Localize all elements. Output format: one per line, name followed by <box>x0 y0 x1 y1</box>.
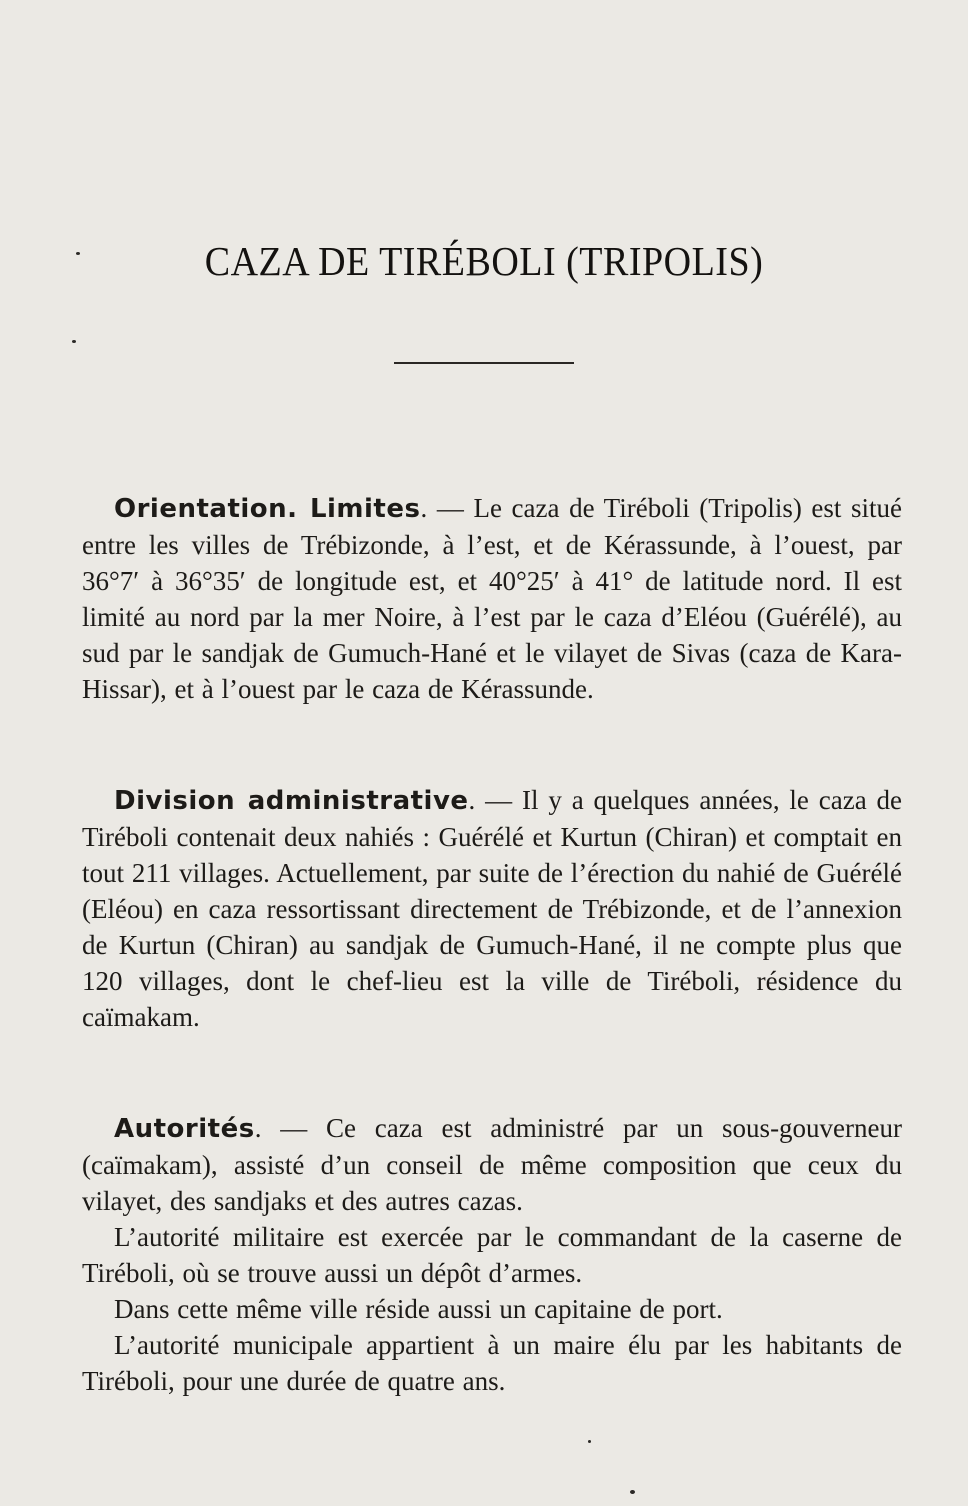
page-title: CAZA DE TIRÉBOLI (TRIPOLIS) <box>204 239 764 285</box>
section-autorites-text: Autorités. — Ce caza est administré par un sous-gouverneur (caïmakam), assisté d’un conseil de même composition que ceux du vilayet, des sandjaks et des autres cazas. <box>82 1113 903 1216</box>
paragraph: Le caza de Tiréboli (Tripolis) est situé entre les villes de Trébizonde, à l’est, et de Kérassunde, à l’ouest, par 36°7′ à 36°35′ de longitude est, et 40°25′ à 41° de latitude nord. Il est limité au nord par la mer Noire, à l’est par le caza d’Eléou (Guérélé), au sud par le sandjak de Gumuch-Hané et le vilayet de Sivas (caza de Kara-Hissar), et à l’ouest par le caza de Kérassunde. <box>82 493 903 704</box>
paragraph: Ce caza est administré par un sous-gouverneur (caïmakam), assisté d’un conseil de même composition que ceux du vilayet, des sandjaks et des autres cazas. <box>82 1113 903 1216</box>
separator: — <box>485 785 513 815</box>
paragraph: Il y a quelques années, le caza de Tiréboli contenait deux nahiés : Guérélé et Kurtun (Chiran) et comptait en tout 211 villages. Actuellement, par suite de l’érection du nahié de Guérélé (Eléou) en caza ressortissant directement de Trébizonde, et de l’annexion de Kurtun (Chiran) au sandjak de Gumuch-Hané, il ne compte plus que 120 villages, dont le chef-lieu est la ville de Tiréboli, résidence du caïmakam. <box>82 785 903 1032</box>
print-speck <box>588 1440 591 1443</box>
section-heading: Division administrative <box>114 786 469 816</box>
section-division <box>82 782 902 1035</box>
separator: — <box>280 1113 308 1143</box>
paragraph: L’autorité municipale appartient à un maire élu par les habitants de Tiréboli, pour une durée de quatre ans. <box>82 1330 902 1396</box>
section-orientation <box>82 490 902 707</box>
paragraph: Dans cette même ville réside aussi un capitaine de port. <box>114 1294 723 1324</box>
section-orientation-text: Orientation. Limites. — Le caza de Tiréboli (Tripolis) est situé entre les villes de Trébizonde, à l’est, et de Kérassunde, à l’ouest, par 36°7′ à 36°35′ de longitude est, et 40°25′ à 41° de latitude nord. Il est limité au nord par la mer Noire, à l’est par le caza d’Eléou (Guérélé), au sud par le sandjak de Gumuch-Hané et le vilayet de Sivas (caza de Kara-Hissar), et à l’ouest par le caza de Kérassunde. <box>82 493 903 704</box>
paragraph: L’autorité militaire est exercée par le commandant de la caserne de Tiréboli, où se trouve aussi un dépôt d’armes. <box>82 1222 902 1288</box>
title-underline <box>394 362 574 364</box>
section-autorites <box>82 1110 902 1399</box>
print-speck <box>630 1490 635 1494</box>
section-division-text: Division administrative. — Il y a quelques années, le caza de Tiréboli contenait deux nahiés : Guérélé et Kurtun (Chiran) et comptait en tout 211 villages. Actuellement, par suite de l’érection du nahié de Guérélé (Eléou) en caza ressortissant directement de Trébizonde, et de l’annexion de Kurtun (Chiran) au sandjak de Gumuch-Hané, il ne compte plus que 120 villages, dont le chef-lieu est la ville de Tiréboli, résidence du caïmakam. <box>82 785 903 1032</box>
print-speck <box>76 252 80 255</box>
section-heading: Autorités <box>114 1114 255 1144</box>
print-speck <box>72 340 76 343</box>
section-heading: Orientation. Limites <box>114 494 421 524</box>
separator: — <box>436 493 464 523</box>
